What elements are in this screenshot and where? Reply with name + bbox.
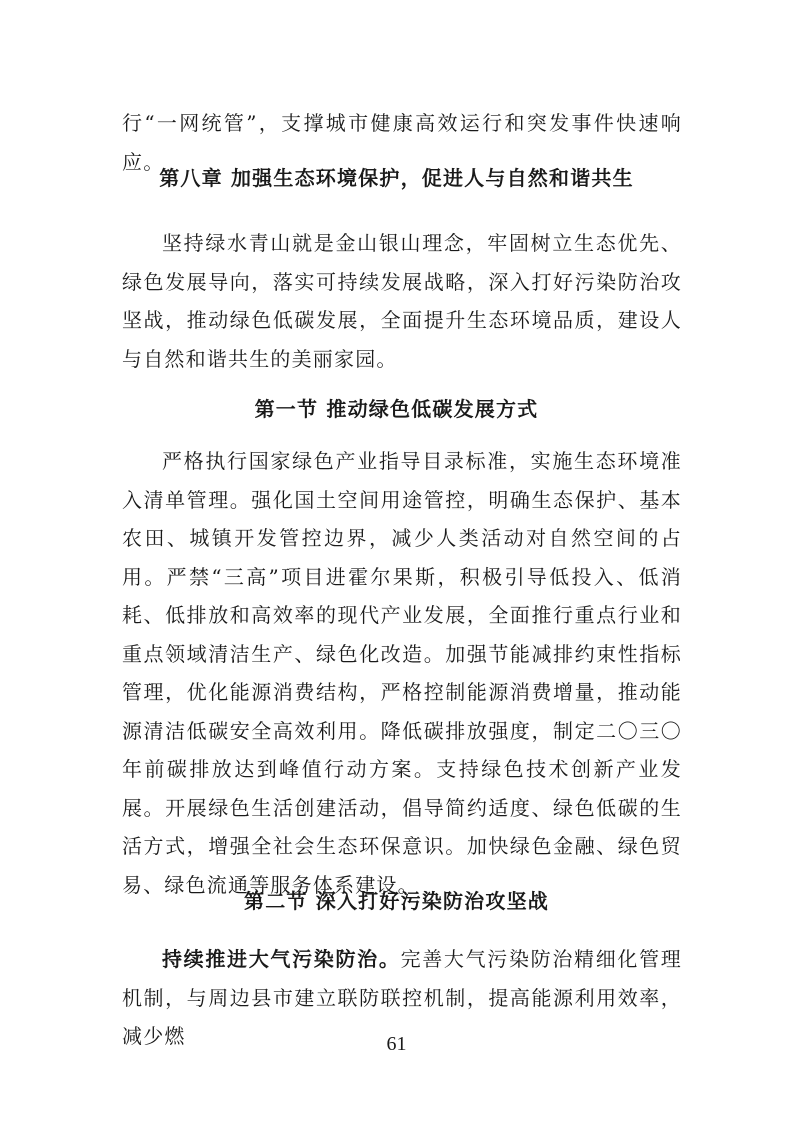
section2-lead: 持续推进大气污染防治。 <box>162 947 401 971</box>
continuation-paragraph: 行“一网统管”，支撑城市健康高效运行和突发事件快速响应。 <box>122 111 682 174</box>
chapter-intro-paragraph: 坚持绿水青山就是金山银山理念，牢固树立生态优先、绿色发展导向，落实可持续发展战略，深入打好污染防治攻坚战，推动绿色低碳发展，全面提升生态环境品质，建设人与自然和谐共生的美丽家园。 <box>122 231 682 371</box>
section2-title: 第二节 深入打好污染防治攻坚战 <box>244 889 549 913</box>
section1-paragraph: 严格执行国家绿色产业指导目录标准，实施生态环境准入清单管理。强化国土空间用途管控，明确生态保护、基本农田、城镇开发管控边界，减少人类活动对自然空间的占用。严禁“三高”项目进霍尔果斯，积极引导低投入、低消耗、低排放和高效率的现代产业发展，全面推行重点行业和重点领域清洁生产、绿色化改造。加强节能减排约束性指标管理，优化能源消费结构，严格控制能源消费增量，推动能源清洁低碳安全高效利用。降低碳排放强度，制定二〇三〇年前碳排放达到峰值行动方案。支持绿色技术创新产业发展。开展绿色生活创建活动，倡导简约适度、绿色低碳的生活方式，增强全社会生态环保意识。加快绿色金融、绿色贸易、绿色流通等服务体系建设。 <box>122 449 682 897</box>
section1-title: 第一节 推动绿色低碳发展方式 <box>254 397 539 421</box>
chapter-title: 第八章 加强生态环境保护，促进人与自然和谐共生 <box>159 166 634 190</box>
section2-body: 完善大气污染防治精细化管理机制，与周边县市建立联防联控机制，提高能源利用效率，减少燃 <box>122 947 682 1048</box>
page-number: 61 <box>386 1033 407 1055</box>
